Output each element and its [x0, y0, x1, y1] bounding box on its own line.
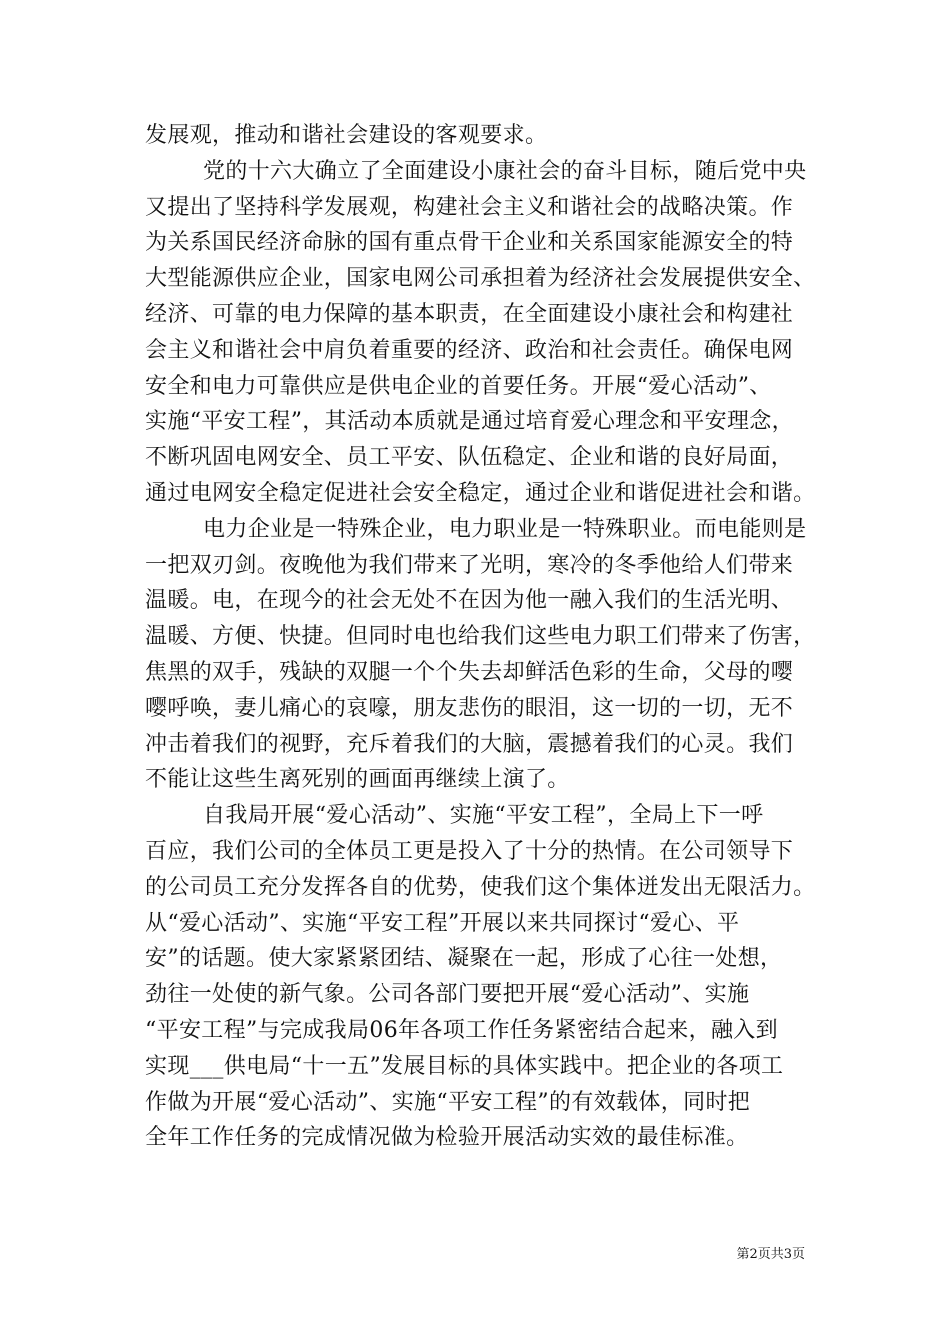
text-line: 发展观，推动和谐社会建设的客观要求。 — [145, 123, 548, 148]
paragraph — [145, 154, 835, 512]
text-line: 大型能源供应企业，国家电网公司承担着为经济社会发展提供安全、 — [145, 266, 816, 292]
text-line: 冲击着我们的视野，充斥着我们的大脑，震撼着我们的心灵。我们 — [145, 731, 794, 757]
text-line: 不能让这些生离死别的画面再继续上演了。 — [145, 767, 570, 793]
text-line: 温暖。电，在现今的社会无处不在因为他一融入我们的生活光明、 — [145, 588, 794, 614]
text-line: 安”的话题。使大家紧紧团结、凝聚在一起，形成了心往一处想， — [145, 946, 783, 972]
paragraph — [145, 512, 835, 798]
text-line: 自我局开展“爱心活动”、实施“平安工程”，全局上下一呼 — [203, 803, 764, 829]
page-number-footer: 第2页共3页 — [736, 1247, 805, 1262]
text-line: 党的十六大确立了全面建设小康社会的奋斗目标，随后党中央 — [203, 158, 807, 184]
text-line: 作做为开展“爱心活动”、实施“平安工程”的有效载体，同时把 — [145, 1089, 751, 1115]
paragraph — [145, 798, 835, 1156]
text-line: 通过电网安全稳定促进社会安全稳定，通过企业和谐促进社会和谐。 — [145, 480, 816, 506]
text-line: 电力企业是一特殊企业，电力职业是一特殊职业。而电能则是 — [203, 516, 807, 542]
text-line: 从“爱心活动”、实施“平安工程”开展以来共同探讨“爱心、平 — [145, 910, 740, 936]
text-line: 的公司员工充分发挥各自的优势，使我们这个集体迸发出无限活力。 — [145, 874, 816, 900]
text-line: 全年工作任务的完成情况做为检验开展活动实效的最佳标准。 — [145, 1125, 749, 1151]
text-line: 经济、可靠的电力保障的基本职责，在全面建设小康社会和构建社 — [145, 301, 794, 327]
text-line: 为关系国民经济命脉的国有重点骨干企业和关系国家能源安全的特 — [145, 230, 794, 256]
text-line: 实现___供电局“十一五”发展目标的具体实践中。把企业的各项工 — [145, 1053, 784, 1079]
text-line: 温暖、方便、快捷。但同时电也给我们这些电力职工们带来了伤害， — [145, 624, 816, 650]
document-body — [145, 118, 835, 1156]
text-line: 会主义和谐社会中肩负着重要的经济、政治和社会责任。确保电网 — [145, 337, 794, 363]
text-line: 焦黑的双手，残缺的双腿一个个失去却鲜活色彩的生命，父母的嘤 — [145, 659, 794, 685]
text-line: 劲往一处使的新气象。公司各部门要把开展“爱心活动”、实施 — [145, 982, 750, 1008]
paragraph — [145, 118, 835, 154]
text-line: 又提出了坚持科学发展观，构建社会主义和谐社会的战略决策。作 — [145, 194, 794, 220]
text-line: 实施“平安工程”，其活动本质就是通过培育爱心理念和平安理念， — [145, 409, 794, 435]
text-line: “平安工程”与完成我局06年各项工作任务紧密结合起来，融入到 — [145, 1017, 778, 1043]
text-line: 嘤呼唤，妻儿痛心的哀嚎，朋友悲伤的眼泪，这一切的一切，无不 — [145, 695, 794, 721]
text-line: 安全和电力可靠供应是供电企业的首要任务。开展“爱心活动”、 — [145, 373, 772, 399]
text-line: 不断巩固电网安全、员工平安、队伍稳定、企业和谐的良好局面， — [145, 445, 794, 471]
text-line: 一把双刃剑。夜晚他为我们带来了光明，寒冷的冬季他给人们带来 — [145, 552, 794, 578]
text-line: 百应，我们公司的全体员工更是投入了十分的热情。在公司领导下 — [145, 838, 794, 864]
